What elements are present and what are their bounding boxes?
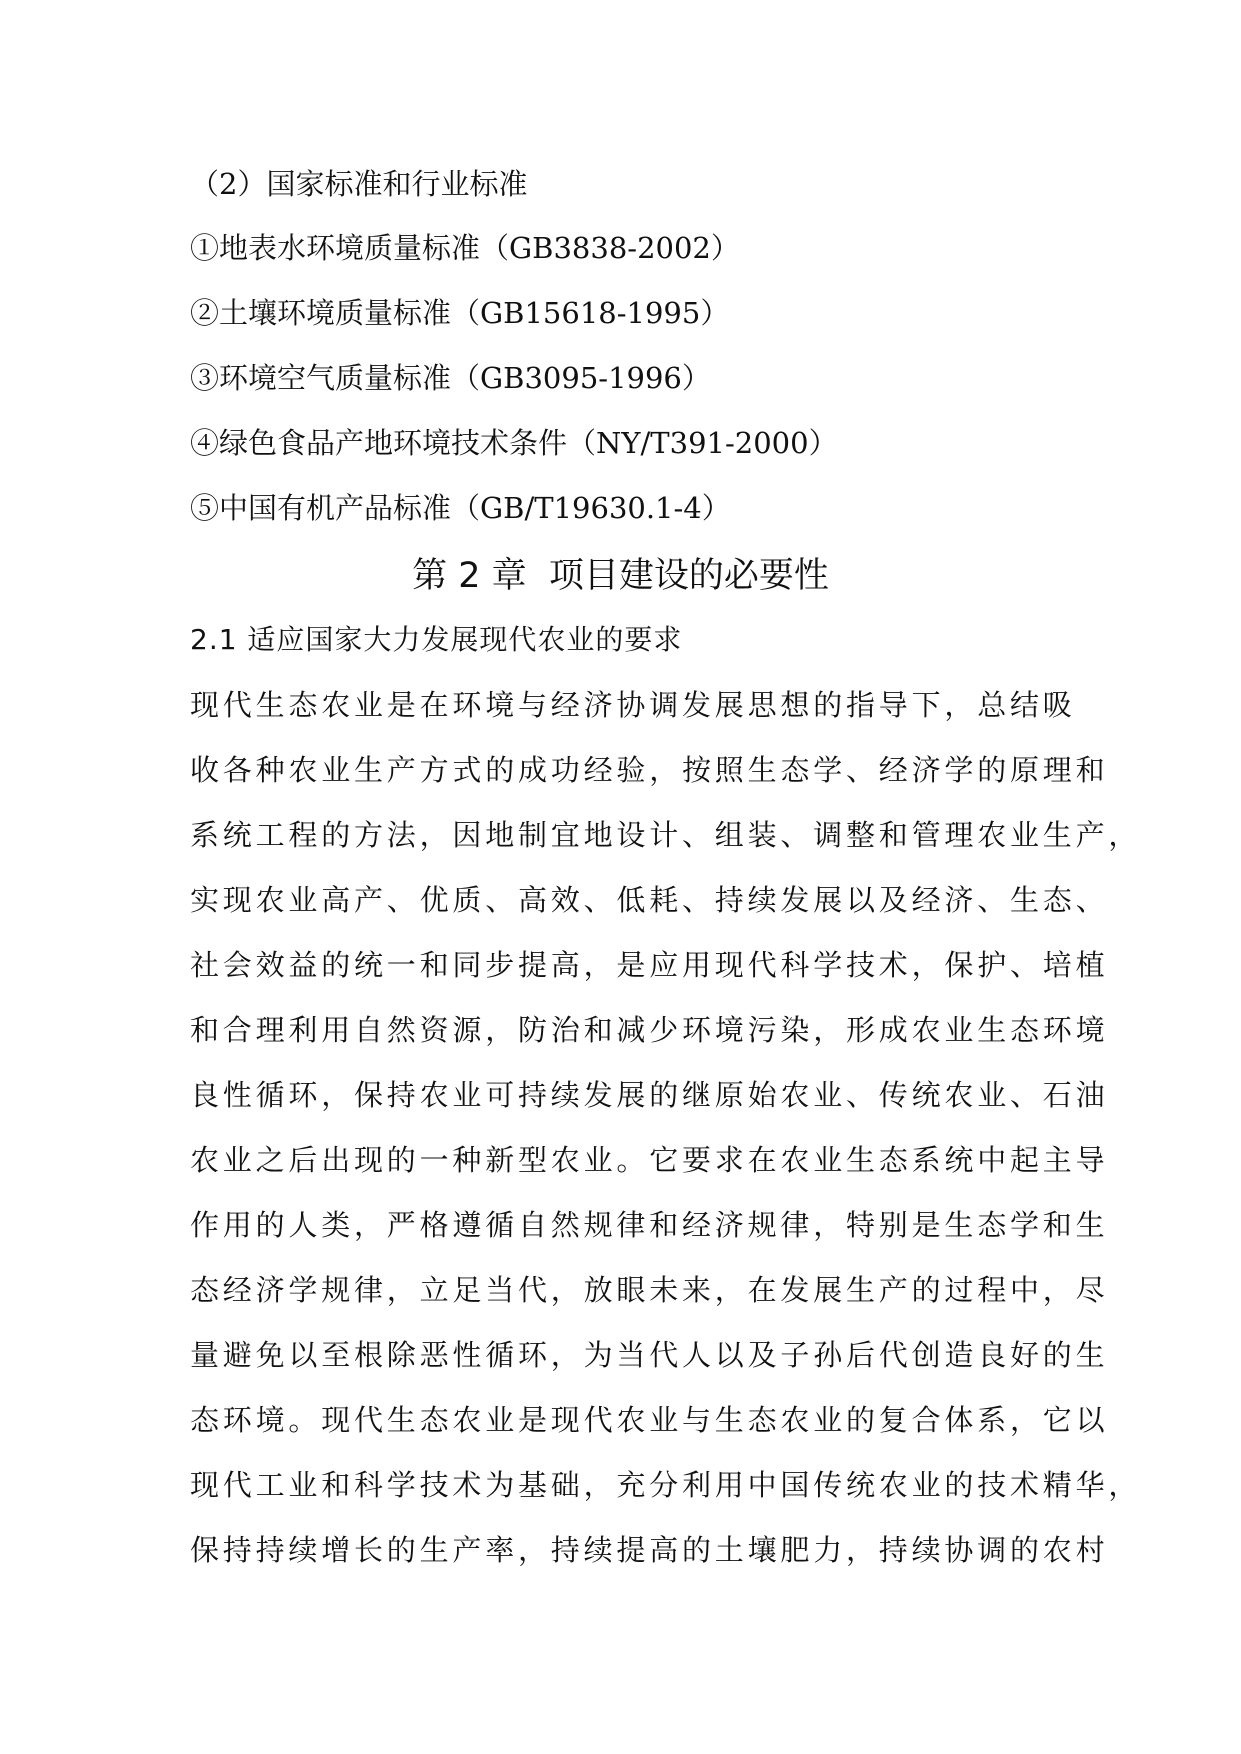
paragraph-line: 和合理利用自然资源，防治和减少环境污染，形成农业生态环境 <box>190 1013 1109 1047</box>
standard-item-5: ⑤中国有机产品标准（GB/T19630.1-4） <box>190 491 731 525</box>
paragraph-line: 良性循环，保持农业可持续发展的继原始农业、传统农业、石油 <box>190 1078 1109 1112</box>
paragraph-line: 农业之后出现的一种新型农业。它要求在农业生态系统中起主导 <box>190 1143 1109 1177</box>
paragraph-line: 态经济学规律，立足当代，放眼未来，在发展生产的过程中，尽 <box>190 1273 1109 1307</box>
paragraph-line: 系统工程的方法，因地制宜地设计、组装、调整和管理农业生产， <box>190 818 1142 852</box>
standard-item-2: ②土壤环境质量标准（GB15618-1995） <box>190 296 730 330</box>
paragraph-line: 现代生态农业是在环境与经济协调发展思想的指导下，总结吸 <box>190 688 1076 722</box>
paragraph-line: 社会效益的统一和同步提高，是应用现代科学技术，保护、培植 <box>190 948 1109 982</box>
paragraph-line: 收各种农业生产方式的成功经验，按照生态学、经济学的原理和 <box>190 753 1109 787</box>
section-heading: 2.1 适应国家大力发展现代农业的要求 <box>190 623 683 656</box>
standard-item-4: ④绿色食品产地环境技术条件（NY/T391-2000） <box>190 426 838 460</box>
paragraph-line: 作用的人类，严格遵循自然规律和经济规律，特别是生态学和生 <box>190 1208 1109 1242</box>
paragraph-line: 保持持续增长的生产率，持续提高的土壤肥力，持续协调的农村 <box>190 1533 1109 1567</box>
paragraph-line: 现代工业和科学技术为基础，充分利用中国传统农业的技术精华， <box>190 1468 1142 1502</box>
paragraph-line: 实现农业高产、优质、高效、低耗、持续发展以及经济、生态、 <box>190 883 1109 917</box>
standards-heading: （2）国家标准和行业标准 <box>190 167 528 201</box>
standard-item-3: ③环境空气质量标准（GB3095-1996） <box>190 361 711 395</box>
paragraph-line: 量避免以至根除恶性循环，为当代人以及子孙后代创造良好的生 <box>190 1338 1109 1372</box>
standard-item-1: ①地表水环境质量标准（GB3838-2002） <box>190 231 740 265</box>
chapter-title: 第 2 章 项目建设的必要性 <box>412 556 829 596</box>
paragraph-line: 态环境。现代生态农业是现代农业与生态农业的复合体系，它以 <box>190 1403 1109 1437</box>
